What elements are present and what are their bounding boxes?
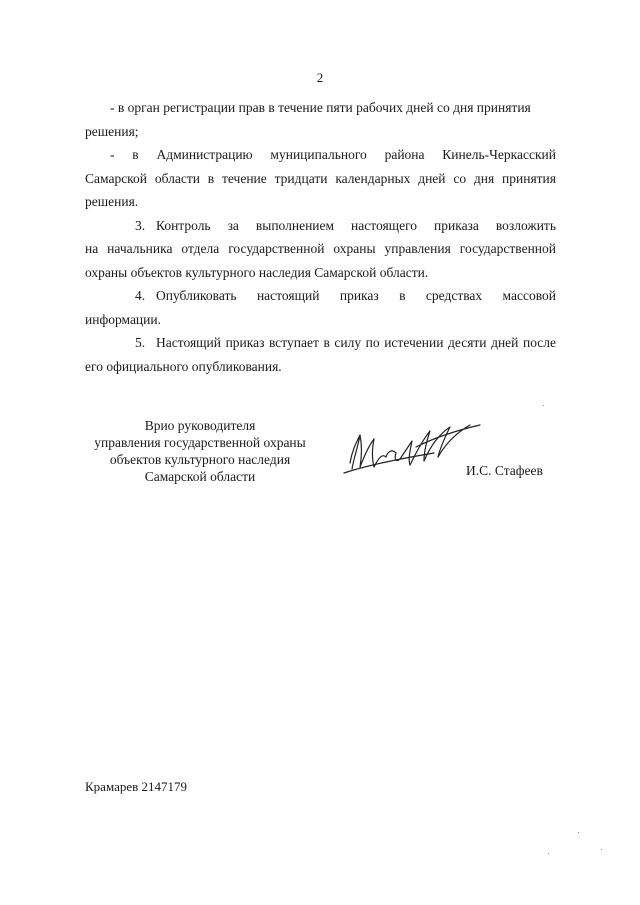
paragraph-4-number: 4. bbox=[135, 288, 146, 303]
scan-speck bbox=[578, 832, 579, 833]
signatory-title-line-3: объектов культурного наследия bbox=[109, 452, 291, 467]
paragraph-2-line-1: - в Администрацию муниципального района Кинель-Черкасский bbox=[110, 147, 556, 162]
paragraph-2-line-2: Самарской области в течение тридцати календарных дней со дня принятия bbox=[85, 170, 556, 186]
paragraph-1-line-2: решения; bbox=[85, 123, 139, 139]
scan-speck bbox=[601, 849, 602, 850]
paragraph-3-line-2: на начальника отдела государственной охраны управления государственной bbox=[85, 241, 556, 256]
paragraph-5-line-2: его официального опубликования. bbox=[85, 358, 282, 374]
signatory-title bbox=[80, 417, 320, 485]
signatory-title-line-4: Самарской области bbox=[144, 469, 256, 484]
signatory-name: И.С. Стафеев bbox=[466, 463, 543, 478]
scan-speck bbox=[543, 405, 544, 406]
paragraph-5-line-1 bbox=[85, 331, 556, 355]
scan-speck bbox=[548, 853, 549, 854]
paragraph-3-number: 3. bbox=[135, 217, 146, 233]
paragraph-4-text: Опубликовать настоящий приказ в средствах массовой bbox=[156, 288, 556, 303]
signatory-title-line-1: Врио руководителя bbox=[144, 418, 256, 433]
paragraph-2-line-3: решения. bbox=[85, 194, 139, 209]
signatory-title-line-2: управления государственной охраны bbox=[94, 435, 306, 450]
paragraph-3-line-1 bbox=[85, 214, 556, 238]
executor-note: Крамарев 2147179 bbox=[85, 779, 188, 794]
paragraph-5-text: Настоящий приказ вступает в силу по истечении десяти дней после bbox=[156, 335, 556, 350]
paragraph-4-line-2: информации. bbox=[85, 311, 161, 327]
page-number: 2 bbox=[316, 70, 324, 85]
document-body bbox=[85, 96, 556, 378]
paragraph-5-number: 5. bbox=[135, 335, 146, 350]
paragraph-3-line-3: охраны объектов культурного наследия Самарской области. bbox=[85, 264, 429, 280]
paragraph-3-text: Контроль за выполнением настоящего приказа возложить bbox=[156, 217, 556, 233]
paragraph-1-line-1: - в орган регистрации прав в течение пяти рабочих дней со дня принятия bbox=[110, 100, 531, 115]
paragraph-4-line-1 bbox=[85, 284, 556, 308]
